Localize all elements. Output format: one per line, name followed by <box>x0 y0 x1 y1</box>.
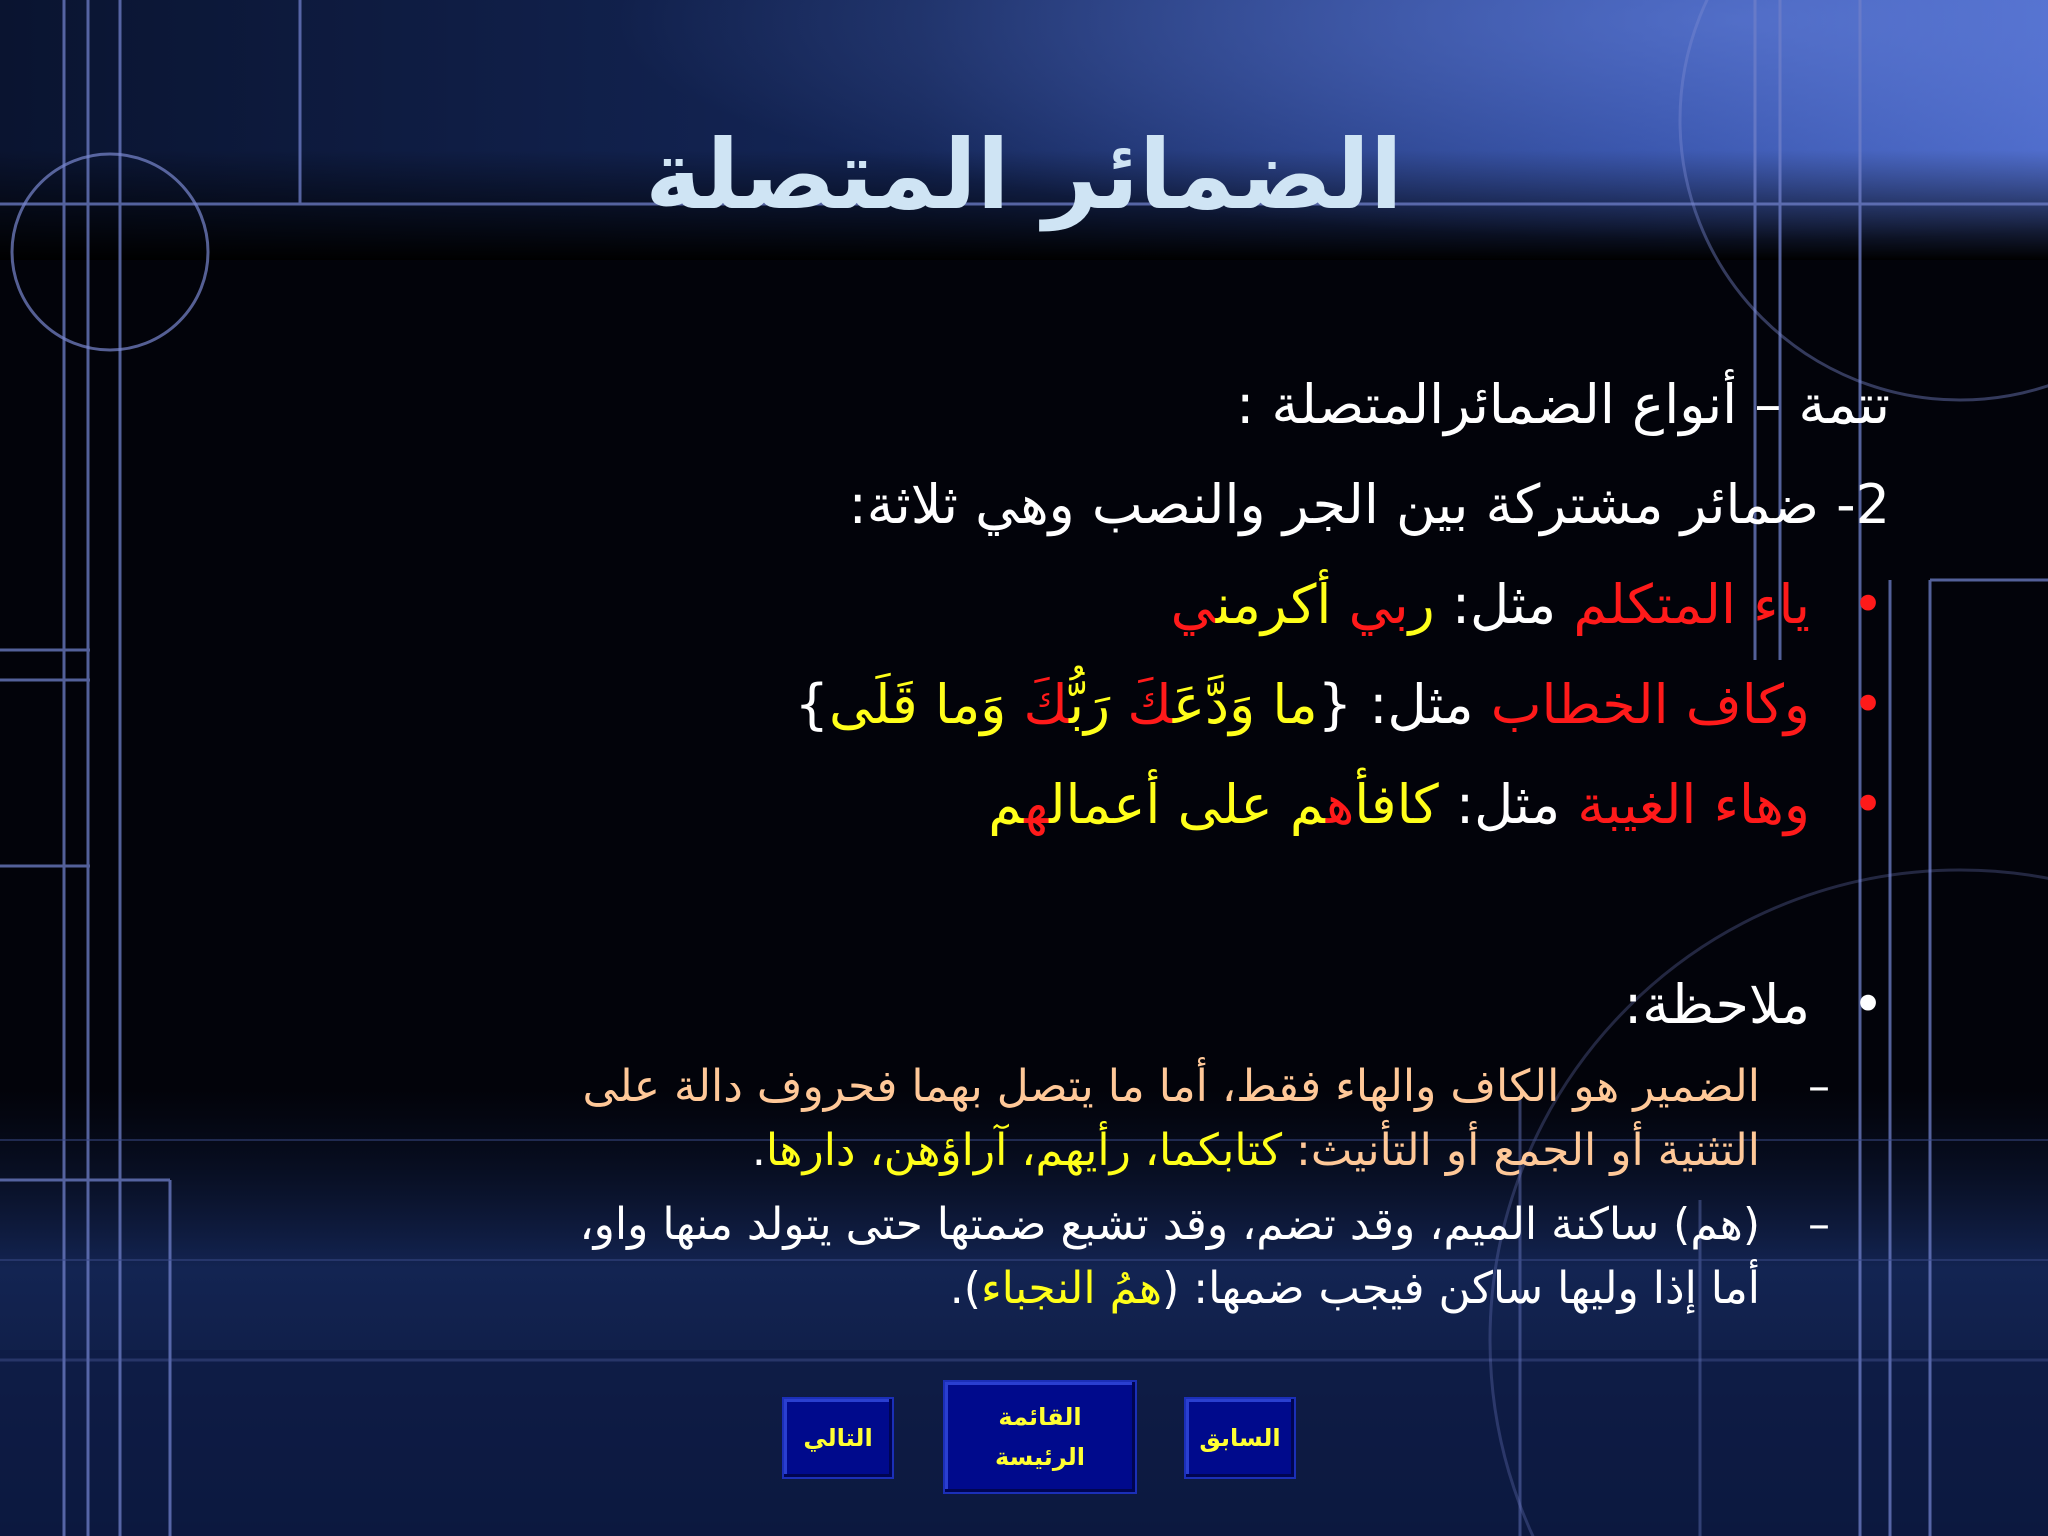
note-line: الضمير هو الكاف والهاء فقط، أما ما يتصل بهما فحروف دالة على <box>582 1061 1760 1112</box>
example-segment: { <box>1317 673 1353 736</box>
note-text: أما إذا وليها ساكن فيجب ضمها: ( <box>1162 1263 1760 1314</box>
bullet-example <box>988 773 1439 836</box>
bullet-connector: مثل: <box>1352 673 1491 736</box>
bullet-dot-icon: • <box>1852 773 1884 836</box>
example-segment: بي <box>1348 573 1409 636</box>
note-text: التثنية أو الجمع أو التأنيث: <box>1282 1125 1760 1176</box>
note-heading <box>90 955 1890 1055</box>
example-segment: ما وَدَّعَ <box>1172 673 1318 736</box>
bullet-item <box>90 755 1890 855</box>
note-label: ملاحظة: <box>1624 973 1810 1036</box>
bullet-dot-icon: • <box>1852 573 1884 636</box>
example-segment: كافأ <box>1354 773 1439 836</box>
note-example: كتابكما، رأيهم، آراؤهن، دارها <box>765 1125 1283 1176</box>
example-segment: أكرمن <box>1215 573 1349 636</box>
bullet-dot-icon: • <box>1852 673 1884 736</box>
note-item <box>240 1055 1890 1183</box>
bullet-term: ياء المتكلم <box>1573 573 1810 636</box>
example-segment: كَ <box>1023 673 1070 736</box>
example-segment: ه <box>1325 773 1355 836</box>
home-menu-button[interactable] <box>943 1380 1137 1494</box>
bullet-dot-icon: • <box>1852 973 1884 1036</box>
example-segment: م <box>988 773 1025 836</box>
note-line <box>240 1119 1760 1183</box>
note-text: . <box>751 1125 766 1176</box>
example-segment: ه <box>1024 773 1050 836</box>
note-line <box>240 1257 1760 1321</box>
note-example: همُ النجباء <box>980 1263 1163 1314</box>
dash-icon: – <box>1808 1061 1830 1112</box>
bullet-example <box>795 673 1352 736</box>
bullet-item <box>90 655 1890 755</box>
previous-button[interactable] <box>1184 1397 1296 1479</box>
note-item <box>240 1193 1890 1321</box>
note-line: (هم) ساكنة الميم، وقد تضم، وقد تشبع ضمتها حتى يتولد منها واو، <box>579 1199 1760 1250</box>
bullet-item <box>90 555 1890 655</box>
bullet-term: وهاء الغيبة <box>1577 773 1810 836</box>
bullet-connector: مثل: <box>1438 773 1578 836</box>
next-button-label: التالي <box>803 1424 873 1452</box>
note-text: ). <box>949 1263 981 1314</box>
bullet-term: وكاف الخطاب <box>1490 673 1810 736</box>
dash-icon: – <box>1808 1199 1830 1250</box>
subheading-line: 2- ضمائر مشتركة بين الجر والنصب وهي ثلاثة: <box>848 473 1890 536</box>
example-segment: رَبُّ <box>1069 673 1128 736</box>
example-segment: ر <box>1408 573 1435 636</box>
slide-title: الضمائر المتصلة <box>645 119 1403 231</box>
next-button[interactable] <box>782 1397 894 1479</box>
example-segment: م على أعمال <box>1049 773 1326 836</box>
home-button-label-line1: القائمة <box>998 1403 1082 1431</box>
previous-button-label: السابق <box>1199 1424 1281 1452</box>
bullet-connector: مثل: <box>1434 573 1574 636</box>
home-button-label-line2: الرئيسة <box>995 1443 1085 1471</box>
example-segment: } <box>794 673 830 736</box>
example-segment: كَ <box>1127 673 1173 736</box>
heading-line: تتمة – أنواع الضمائرالمتصلة : <box>1236 373 1890 436</box>
slide-body <box>90 355 1890 1331</box>
example-segment: ي <box>1170 573 1216 636</box>
example-segment: وَما قَلَى <box>829 673 1024 736</box>
bullet-example <box>1171 573 1435 636</box>
